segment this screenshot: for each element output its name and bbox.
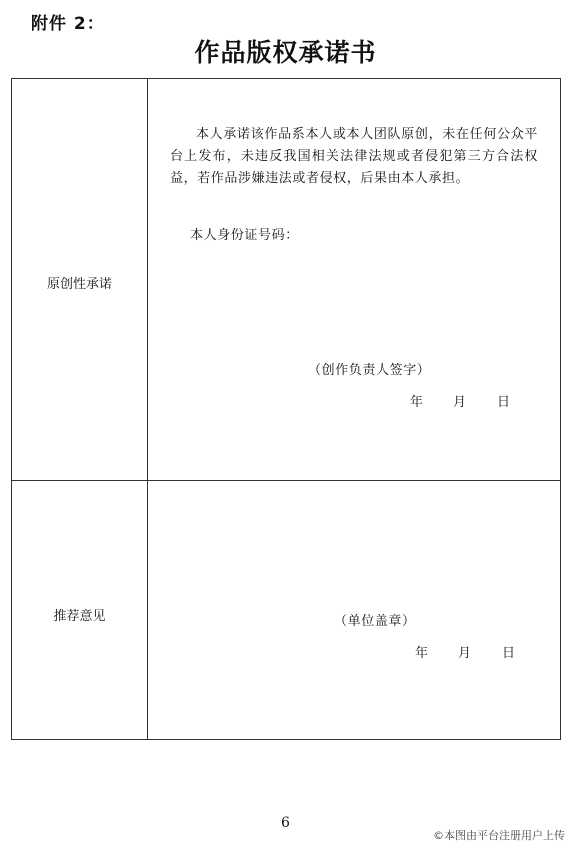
copyright-form-table [11,78,561,740]
seal-label: （单位盖章） [334,614,416,629]
recommendation-label: 推荐意见 [53,609,106,624]
document-title: 作品版权承诺书 [194,38,377,67]
page-number: 6 [281,815,290,831]
date-year: 年 [415,646,429,661]
date-month: 月 [458,646,472,661]
attachment-label: 附件 2： [31,14,105,34]
id-number-label: 本人身份证号码： [190,228,299,243]
date-year: 年 [410,395,424,410]
originality-label: 原创性承诺 [46,277,112,292]
date-month: 月 [453,395,467,410]
date-day: 日 [502,646,516,661]
watermark: ©本图由平台注册用户上传 [433,829,565,842]
recommendation-date [415,642,515,661]
column-divider [147,79,148,739]
originality-date [410,391,510,410]
date-day: 日 [497,395,511,410]
row-divider [12,480,560,481]
originality-statement: 本人承诺该作品系本人或本人团队原创，未在任何公众平台上发布，未违反我国相关法律法规或者侵犯第三方合法权益，若作品涉嫌违法或者侵权，后果由本人承担。 [170,127,538,186]
signature-label: （创作负责人签字） [308,363,431,378]
